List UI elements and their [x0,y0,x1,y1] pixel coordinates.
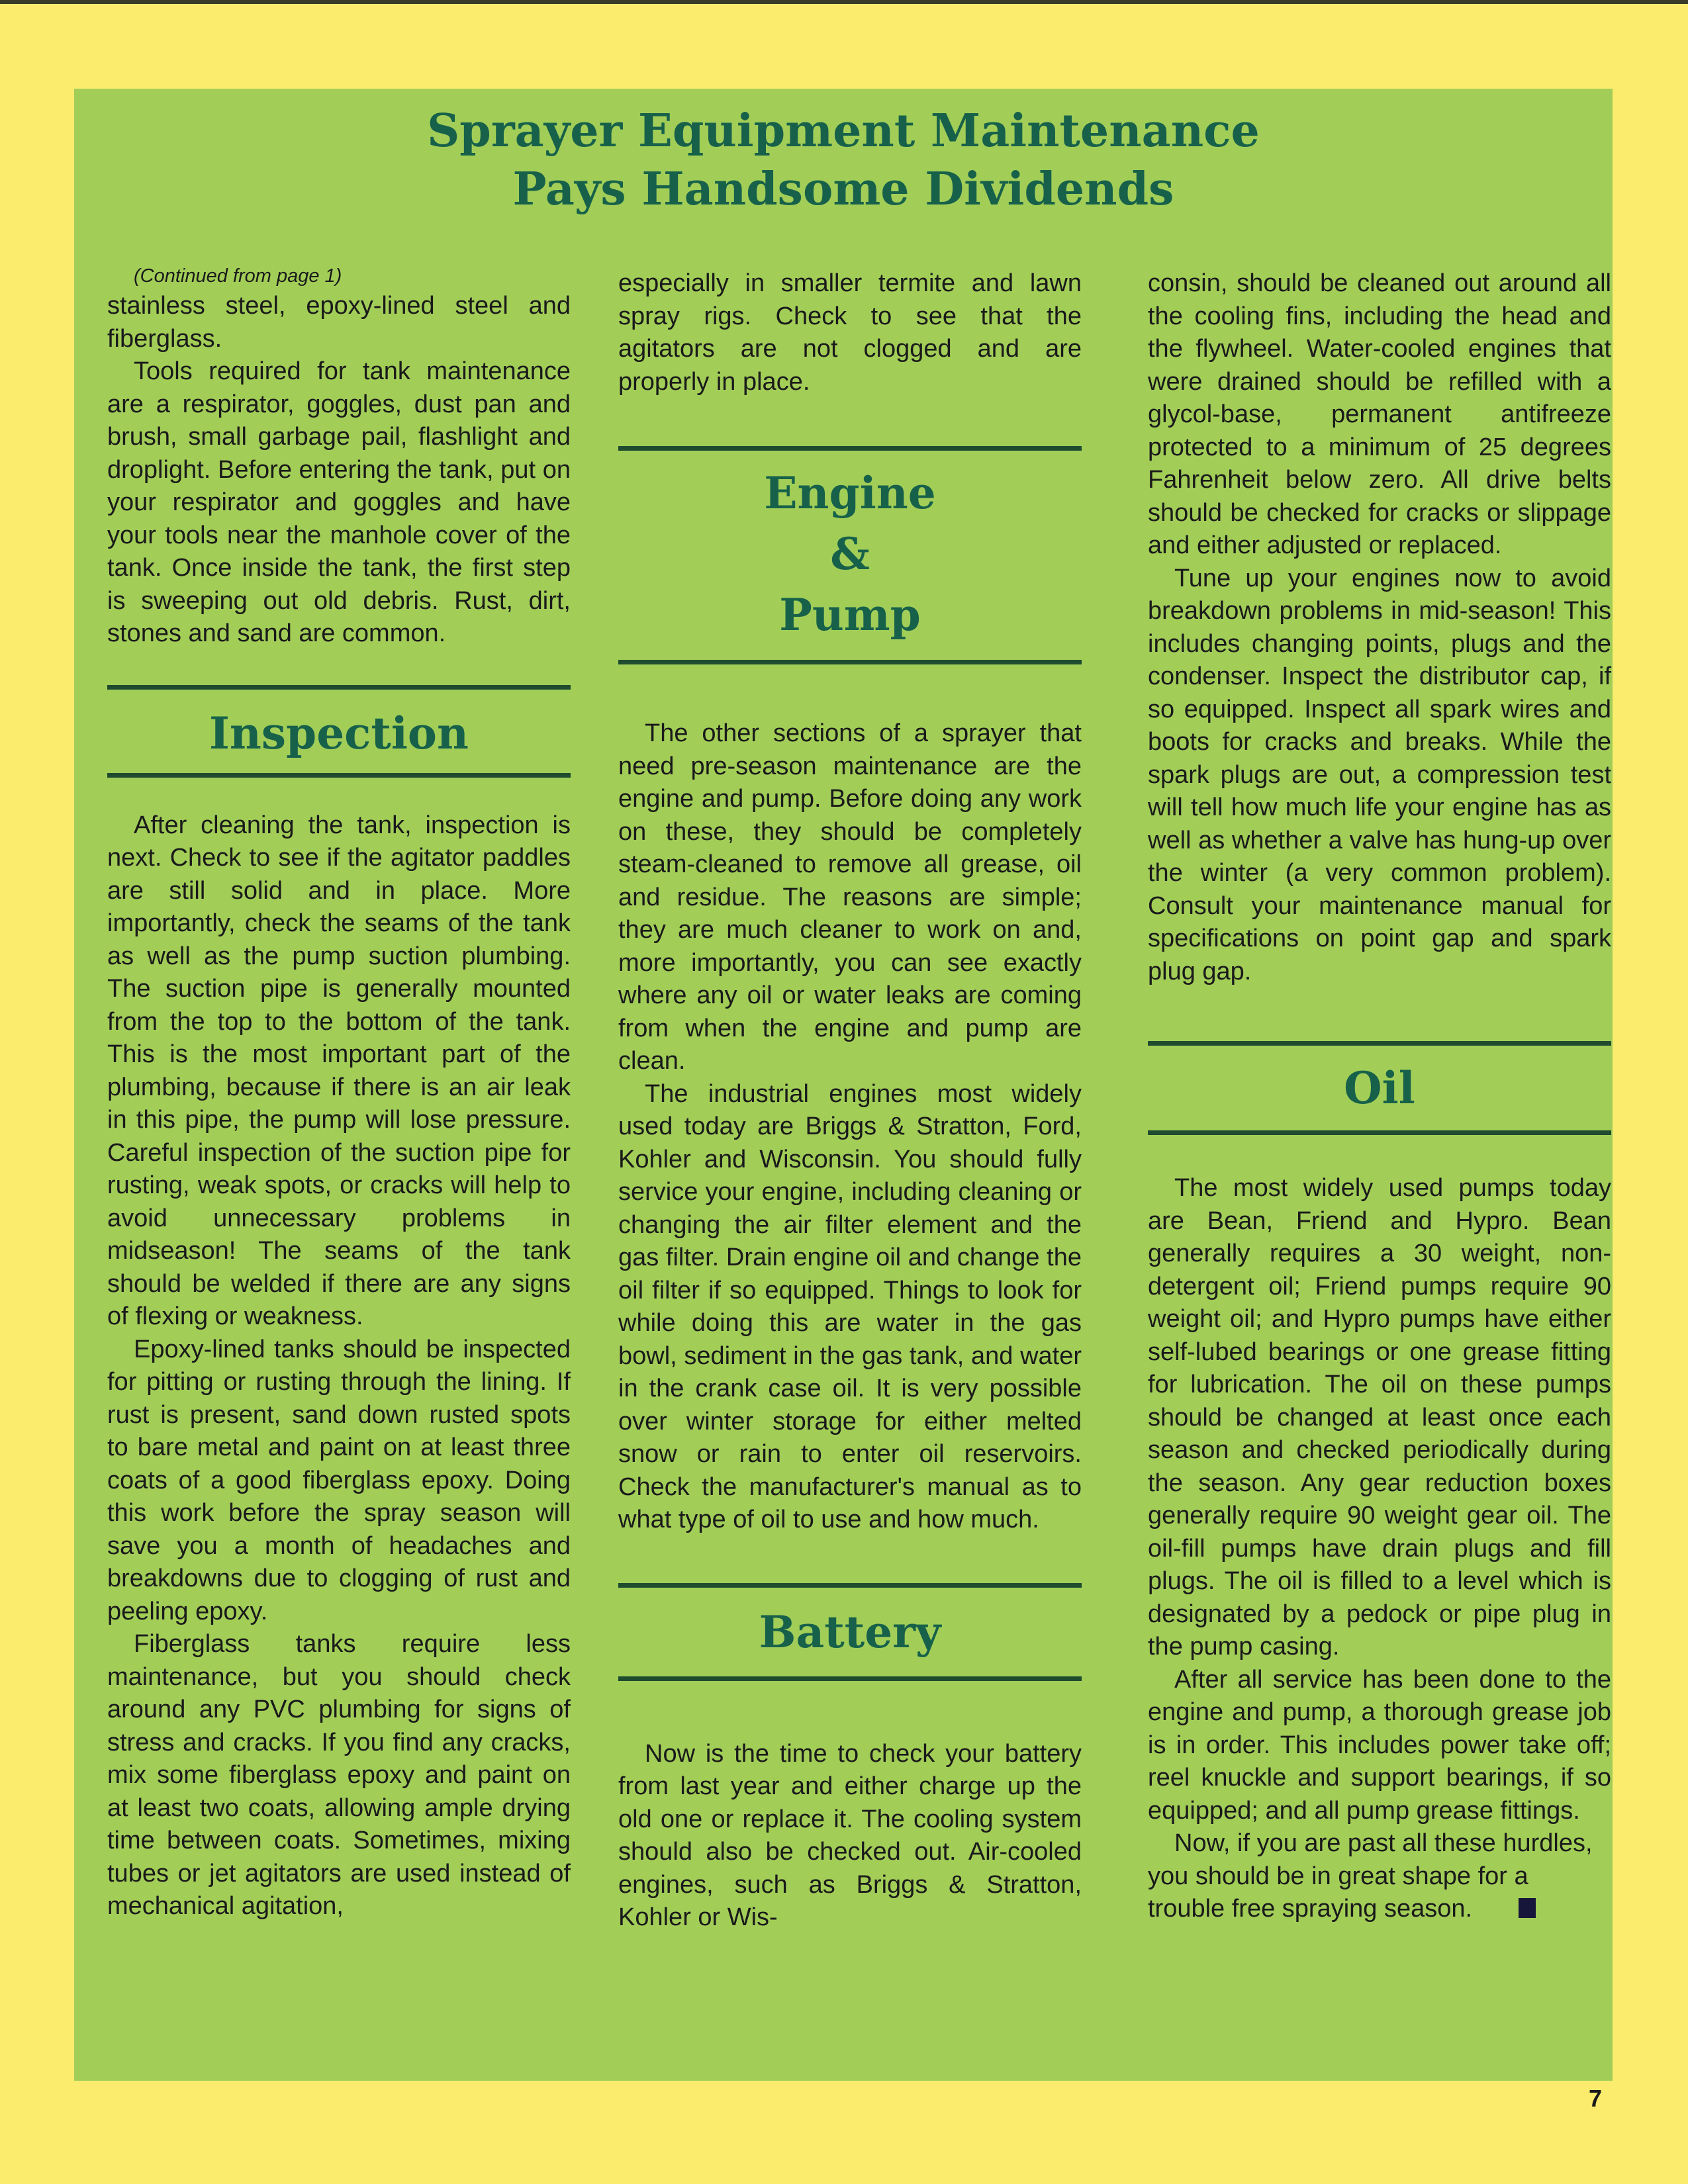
battery-section-header [618,1583,1082,1681]
epoxy-paragraph: Epoxy-lined tanks should be inspected for pitting or rusting through the lining. If rust is present, sand down rusted spots to bare metal and paint on at least three coats of a good fiberglass epoxy. Doing this work before the spray season will save you a month of headaches and breakdowns due to clogging of rust and peeling epoxy. [107,1335,571,1625]
oil-paragraph-3 [1148,1827,1611,1926]
engine-paragraph-1: The other sections of a sprayer that need pre-season maintenance are the engine and pump. Before doing any work on these, they should be completely steam-cleaned to remove all grease, oil and residue. The reasons are simple; they are much cleaner to work on and, more importantly, you can see exactly where any oil or water leaks are coming from when the engine and pump are clean. [618,719,1082,1075]
rule-bottom-battery [618,1676,1082,1681]
rule-bottom-engine-pump [618,660,1082,664]
heading-engine: Engine [764,467,936,519]
tune-up-paragraph: Tune up your engines now to avoid breakdown problems in mid-season! This includes changing points, plugs and the condenser. Inspect the distributor cap, if so equipped. Inspect all spark wires and boots for cracks and breaks. While the spark plugs are out, a compression test will tell how much life your engine has as well as whether a valve has hung-up over the winter (a very common problem). Consult your maintenance manual for specifications on point gap and spark plug gap. [1148,564,1611,985]
inspection-section-header [107,685,571,778]
title-line-1: Sprayer Equipment Maintenance [427,105,1260,158]
engine-pump-section-header [618,446,1082,664]
rule-top-engine-pump [618,446,1082,451]
end-of-article-square-icon [1519,1898,1536,1918]
fiberglass-paragraph: Fiberglass tanks require less maintenance, but you should check around any PVC plumbing for signs of stress and cracks. If you find any cracks, mix some fiberglass epoxy and paint on at least two coats, allowing ample drying time between coats. Sometimes, mixing tubes or jet agitators are used instead of mechanical agitation, [107,1630,571,1920]
rule-bottom-oil [1148,1130,1611,1135]
heading-battery: Battery [759,1606,941,1658]
col3-continued-paragraph: consin, should be cleaned out around all the cooling fins, including the head and the flywheel. Water-cooled engines that were drained should be refilled with a glycol-base, permanent antifreeze protected to a minimum of 25 degrees Fahrenheit below zero. All drive belts should be checked for cracks or slippage and either adjusted or replaced. [1148,269,1611,559]
continued-note: (Continued from page 1) [134,265,342,287]
column-2 [618,267,1082,1934]
oil-section-header [1148,1041,1611,1135]
article-panel [74,89,1613,2081]
rule-top-battery [618,1583,1082,1588]
oil-paragraph-2: After all service has been done to the engine and pump, a thorough grease job is in order. This includes power take off; reel knuckle and support bearings, if so equipped; and all pump grease fittings. [1148,1665,1611,1825]
heading-oil: Oil [1344,1062,1415,1114]
rule-top-inspection [107,685,571,690]
col1-intro-paragraph: stainless steel, epoxy-lined steel and fiberglass. [107,292,571,353]
rule-bottom-inspection [107,773,571,778]
heading-pump: Pump [779,589,921,641]
oil-paragraph-3-text: Now, if you are past all these hurdles, you should be in great shape for a trouble free spraying season. [1148,1829,1593,1923]
column-1 [107,262,571,1923]
inspection-paragraph: After cleaning the tank, inspection is next. Check to see if the agitator paddles are still solid and in place. More importantly, check the seams of the tank as well as the pump suction plumbing. The suction pipe is generally mounted from the top to the bottom of the tank. This is the most important part of the plumbing, because if there is an air leak in this pipe, the pump will lose pressure. Careful inspection of the suction pipe for rusting, weak spots, or cracks will help to avoid unnecessary problems in midseason! The seams of the tank should be welded if there are any signs of flexing or weakness. [107,811,571,1330]
oil-paragraph-1: The most widely used pumps today are Bean, Friend and Hypro. Bean generally requires a 30 weight, non-detergent oil; Friend pumps require 90 weight oil; and Hypro pumps have either self-lubed bearings or one grease fitting for lubrication. The oil on these pumps should be changed at least once each season and checked periodically during the season. Any gear reduction boxes generally require 90 weight gear oil. The oil-fill pumps have drain plugs and fill plugs. The oil is filled to a level which is designated by a pedock or pipe plug in the pump casing. [1148,1174,1611,1661]
battery-paragraph: Now is the time to check your battery from last year and either charge up the old one or replace it. The cooling system should also be checked out. Air-cooled engines, such as Briggs & Stratton, Kohler or Wis- [618,1739,1082,1931]
title-line-2: Pays Handsome Dividends [512,163,1174,216]
heading-inspection: Inspection [209,707,469,759]
heading-ampersand: & [830,528,870,580]
engine-paragraph-2: The industrial engines most widely used today are Briggs & Stratton, Ford, Kohler and Wisconsin. You should fully service your engine, including cleaning or changing the air filter element and the gas filter. Drain engine oil and change the oil filter if so equipped. Things to look for while doing this are water in the gas bowl, sediment in the gas tank, and water in the crank case oil. It is very possible over winter storage for either melted snow or rain to enter oil reservoirs. Check the manufacturer's manual as to what type of oil to use and how much. [618,1079,1082,1533]
rule-top-oil [1148,1041,1611,1046]
heading-engine-pump [618,451,1082,660]
page-number: 7 [1589,2085,1603,2112]
article-title [74,102,1613,218]
col2-continued-paragraph: especially in smaller termite and lawn spray rigs. Check to see that the agitators are not clogged and are properly in place. [618,269,1082,396]
page-top-edge [0,0,1688,4]
tools-paragraph: Tools required for tank maintenance are a respirator, goggles, dust pan and brush, small garbage pail, flashlight and droplight. Before entering the tank, put on your respirator and goggles and have your tools near the manhole cover of the tank. Once inside the tank, the first step is sweeping out old debris. Rust, dirt, stones and sand are common. [107,357,571,647]
column-3 [1148,267,1611,1926]
